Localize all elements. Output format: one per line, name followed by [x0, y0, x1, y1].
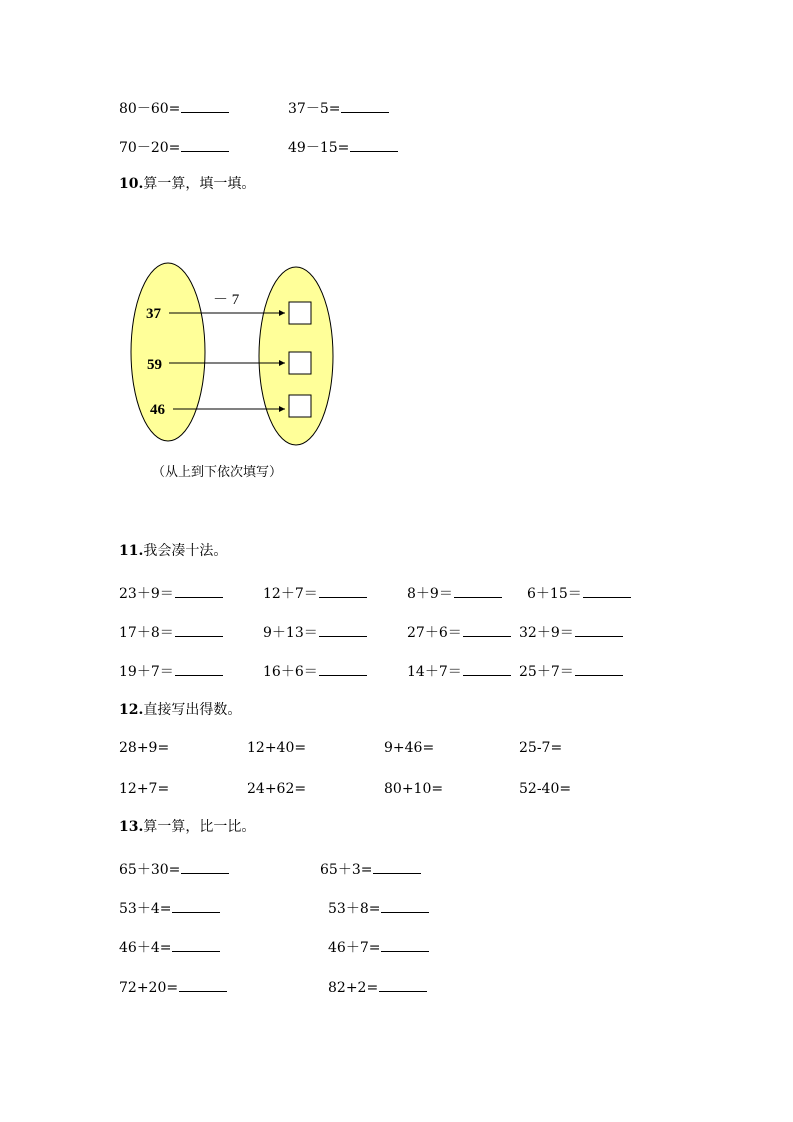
section-number: 10.: [119, 176, 144, 192]
problem: 9+46=: [384, 740, 435, 756]
expression: 49－15=: [288, 140, 350, 156]
problem: [328, 978, 427, 996]
problem: [119, 899, 220, 917]
section-title: 直接写出得数。: [143, 702, 242, 718]
expression: 72+20=: [119, 980, 179, 996]
expression: 46＋4=: [119, 940, 172, 956]
section-title: 算一算，比一比。: [143, 819, 256, 835]
expression: 14＋7＝: [407, 664, 462, 680]
problem: [328, 899, 429, 917]
problem: 12+40=: [247, 740, 307, 756]
answer-box[interactable]: [289, 395, 311, 417]
problem: [119, 584, 223, 602]
problem-s9-r1-c2: [288, 99, 389, 117]
problem: [119, 662, 223, 680]
input-number: 59: [147, 357, 162, 373]
problem-s9-r1-c1: [119, 99, 229, 117]
section-10-heading: [119, 176, 255, 192]
section-13-heading: [119, 819, 255, 835]
section-number: 12.: [119, 702, 144, 718]
problem: [519, 662, 623, 680]
problem: 12+7=: [119, 781, 170, 797]
input-number: 37: [146, 306, 161, 322]
section-title: 我会凑十法。: [143, 543, 228, 559]
answer-blank[interactable]: [575, 623, 623, 637]
problem: [407, 584, 502, 602]
expression: 82+2=: [328, 980, 379, 996]
problem-s9-r2-c2: [288, 138, 398, 156]
answer-blank[interactable]: [373, 860, 421, 874]
input-number: 46: [150, 402, 165, 418]
section-number: 11.: [119, 543, 144, 559]
answer-blank[interactable]: [463, 623, 511, 637]
answer-blank[interactable]: [341, 99, 389, 113]
expression: 16＋6＝: [263, 664, 318, 680]
answer-blank[interactable]: [175, 662, 223, 676]
expression: 9＋13＝: [263, 625, 318, 641]
expression: 32＋9＝: [519, 625, 574, 641]
expression: 12＋7＝: [263, 586, 318, 602]
problem: [519, 623, 623, 641]
expression: 53＋8=: [328, 901, 381, 917]
answer-blank[interactable]: [179, 978, 227, 992]
problem: [119, 623, 223, 641]
problem: [407, 662, 511, 680]
answer-blank[interactable]: [319, 662, 367, 676]
expression: 19＋7＝: [119, 664, 174, 680]
problem: [263, 662, 367, 680]
input-ellipse: [131, 263, 205, 441]
answer-blank[interactable]: [172, 899, 220, 913]
expression: 65＋30=: [119, 862, 181, 878]
expression: 17＋8＝: [119, 625, 174, 641]
expression: 23＋9＝: [119, 586, 174, 602]
section-11-heading: [119, 543, 227, 559]
operator-label: － 7: [213, 292, 240, 308]
problem: 25-7=: [519, 740, 563, 756]
diagram-caption: （从上到下依次填写）: [152, 465, 283, 480]
problem: [263, 584, 367, 602]
answer-blank[interactable]: [463, 662, 511, 676]
expression: 25＋7＝: [519, 664, 574, 680]
answer-blank[interactable]: [181, 860, 229, 874]
answer-blank[interactable]: [454, 584, 502, 598]
answer-blank[interactable]: [181, 138, 229, 152]
problem: [407, 623, 511, 641]
problem: [119, 938, 220, 956]
expression: 27＋6＝: [407, 625, 462, 641]
expression: 70－20=: [119, 140, 181, 156]
answer-blank[interactable]: [381, 899, 429, 913]
answer-blank[interactable]: [175, 623, 223, 637]
problem: [263, 623, 367, 641]
expression: 6＋15＝: [527, 586, 582, 602]
mapping-diagram: [125, 256, 345, 451]
expression: 8＋9＝: [407, 586, 453, 602]
problem: 52-40=: [519, 781, 572, 797]
answer-box[interactable]: [289, 352, 311, 374]
problem: [328, 938, 429, 956]
answer-blank[interactable]: [172, 938, 220, 952]
problem: 80+10=: [384, 781, 444, 797]
answer-blank[interactable]: [319, 623, 367, 637]
expression: 37－5=: [288, 101, 341, 117]
problem: 24+62=: [247, 781, 307, 797]
answer-blank[interactable]: [175, 584, 223, 598]
expression: 53＋4=: [119, 901, 172, 917]
problem-s9-r2-c1: [119, 138, 229, 156]
section-number: 13.: [119, 819, 144, 835]
answer-blank[interactable]: [381, 938, 429, 952]
answer-blank[interactable]: [583, 584, 631, 598]
section-title: 算一算，填一填。: [143, 176, 256, 192]
section-12-heading: [119, 702, 241, 718]
answer-blank[interactable]: [319, 584, 367, 598]
answer-blank[interactable]: [379, 978, 427, 992]
expression: 65＋3=: [320, 862, 373, 878]
answer-blank[interactable]: [575, 662, 623, 676]
answer-blank[interactable]: [181, 99, 229, 113]
problem: [527, 584, 631, 602]
answer-blank[interactable]: [350, 138, 398, 152]
problem: 28+9=: [119, 740, 170, 756]
expression: 46＋7=: [328, 940, 381, 956]
answer-box[interactable]: [289, 302, 311, 324]
expression: 80－60=: [119, 101, 181, 117]
problem: [320, 860, 421, 878]
problem: [119, 978, 227, 996]
problem: [119, 860, 229, 878]
